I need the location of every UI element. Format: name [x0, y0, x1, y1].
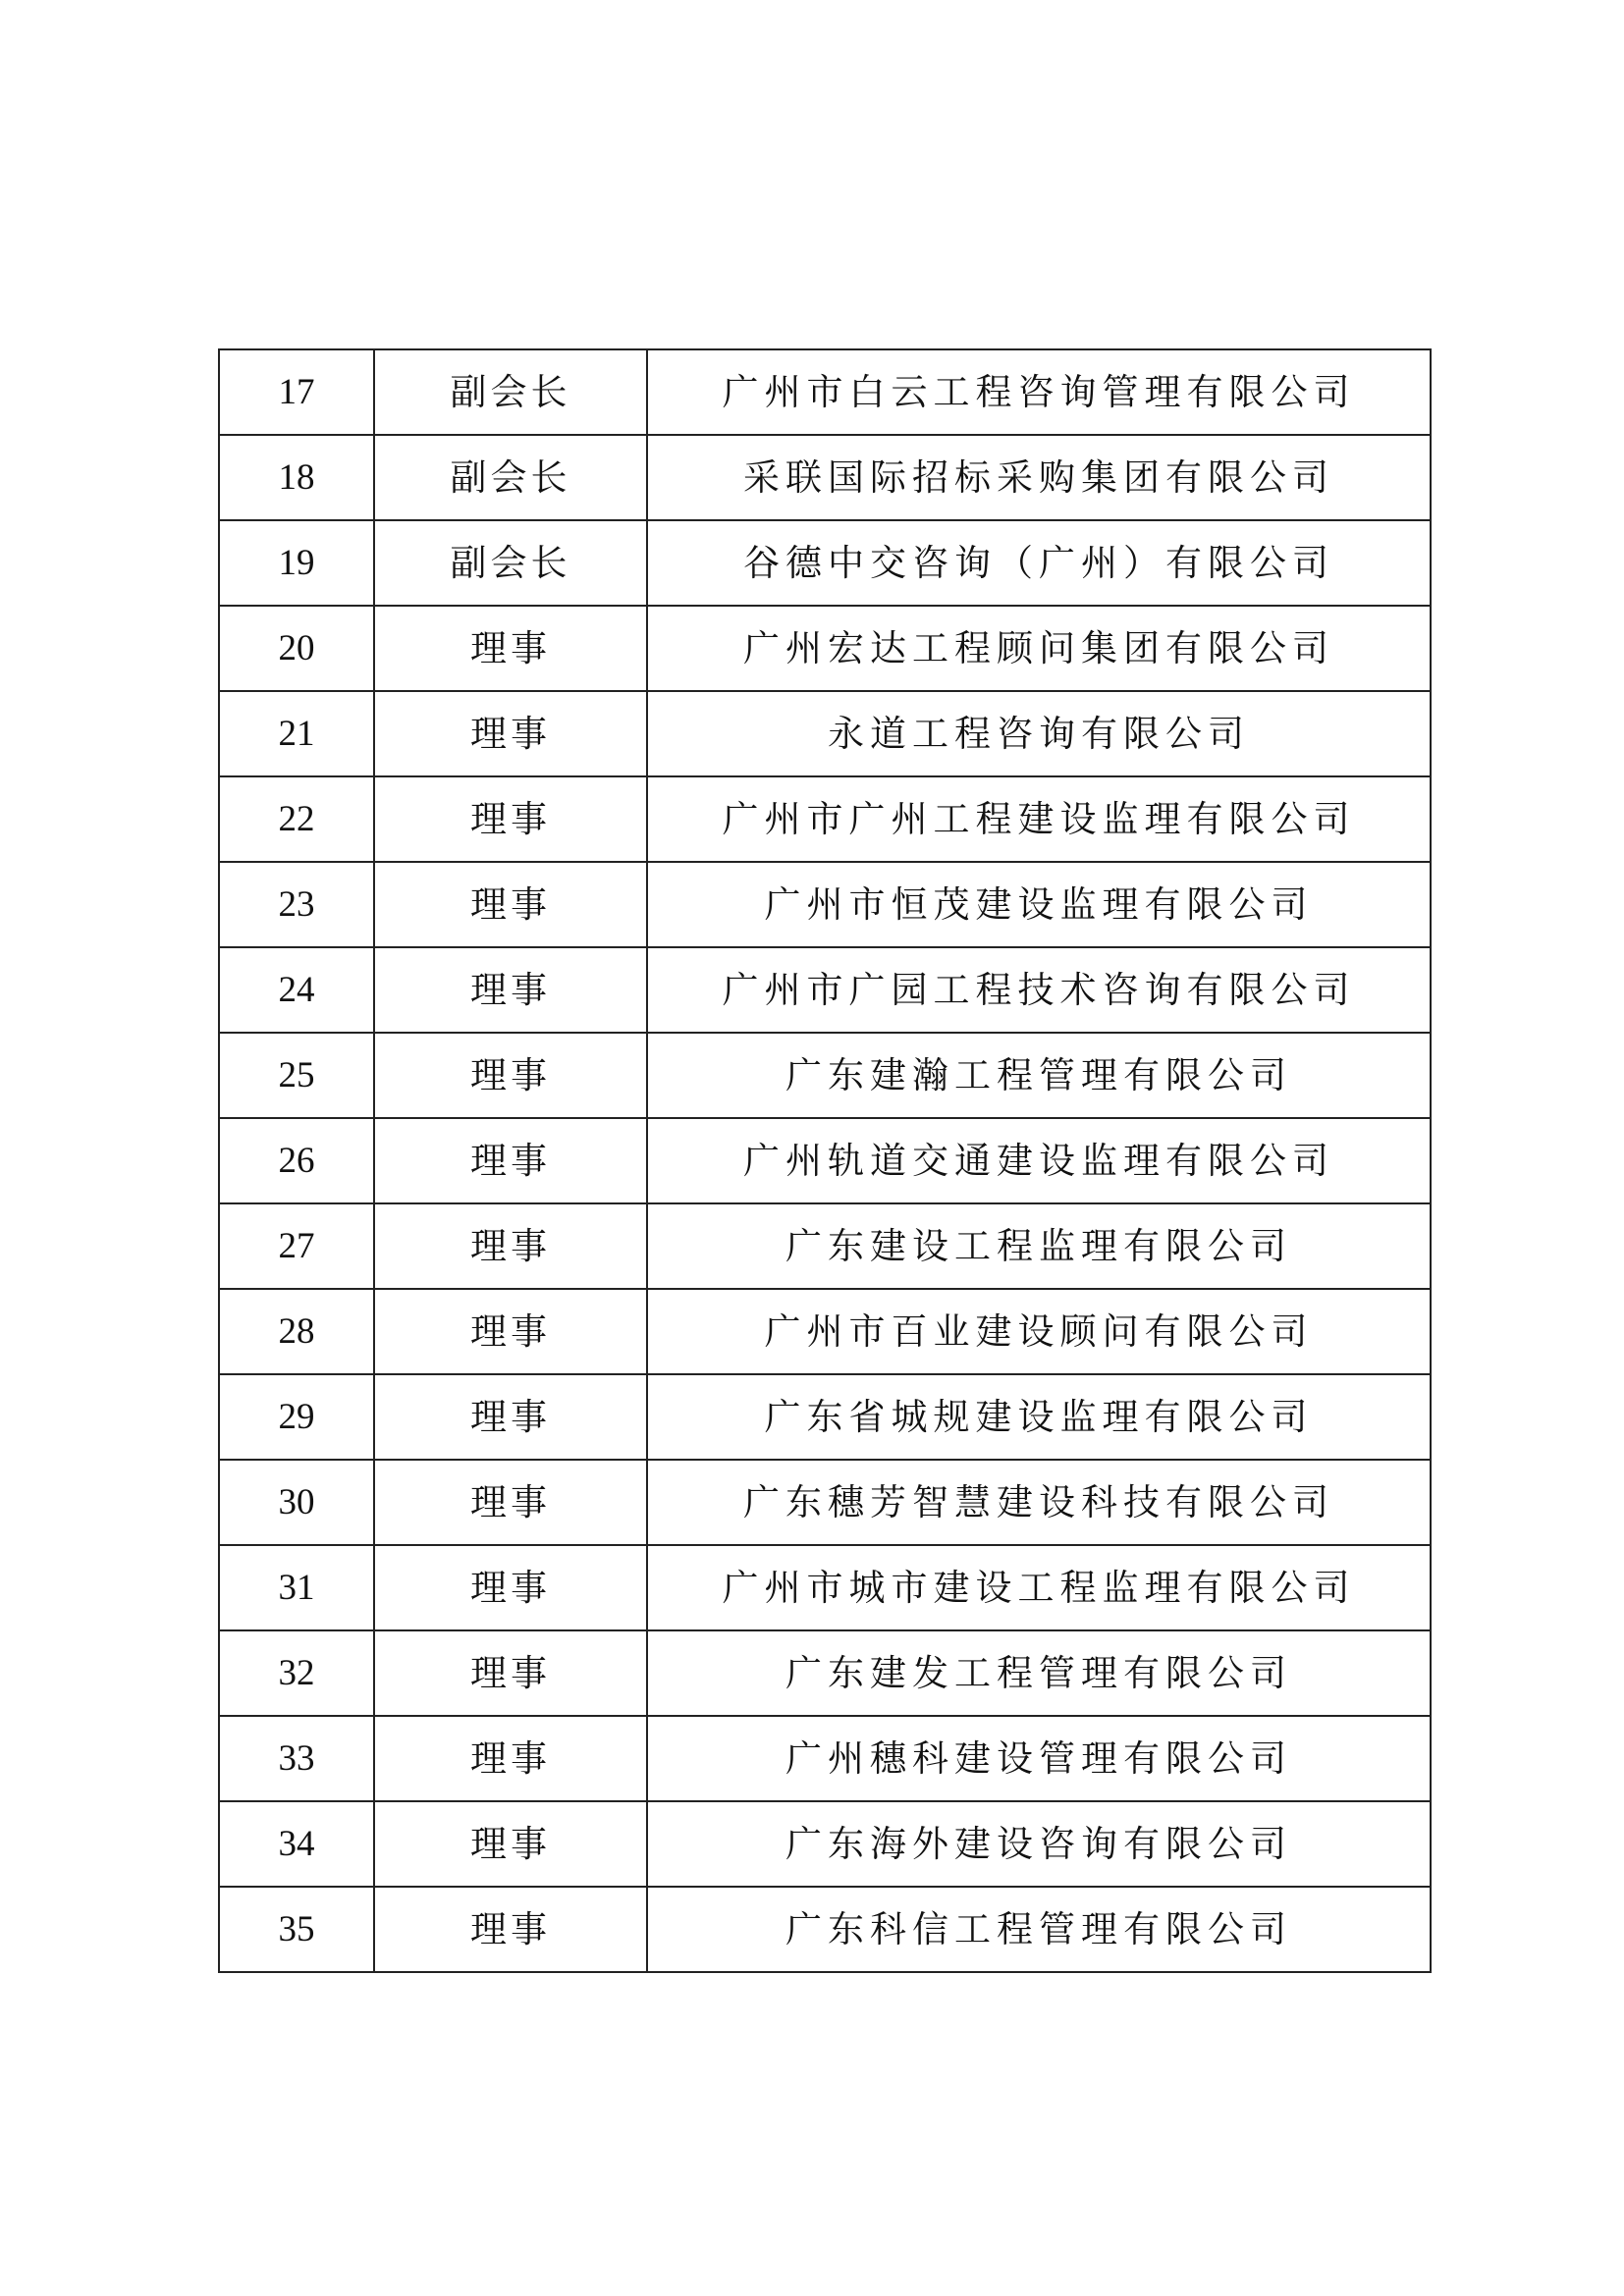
- member-role: 理事: [374, 1289, 647, 1374]
- row-number: 25: [219, 1033, 374, 1118]
- row-number: 27: [219, 1203, 374, 1289]
- member-role: 理事: [374, 1203, 647, 1289]
- row-number: 35: [219, 1887, 374, 1972]
- table-row: [219, 1289, 1431, 1374]
- organization-name: 广州市广园工程技术咨询有限公司: [647, 947, 1431, 1033]
- table-row: [219, 1460, 1431, 1545]
- row-number: 17: [219, 349, 374, 435]
- row-number: 24: [219, 947, 374, 1033]
- member-role: 理事: [374, 1630, 647, 1716]
- member-role: 理事: [374, 691, 647, 776]
- table-row: [219, 606, 1431, 691]
- organization-name: 广东建设工程监理有限公司: [647, 1203, 1431, 1289]
- member-role: 理事: [374, 1801, 647, 1887]
- member-role: 副会长: [374, 520, 647, 606]
- row-number: 32: [219, 1630, 374, 1716]
- table-row: [219, 862, 1431, 947]
- organization-name: 永道工程咨询有限公司: [647, 691, 1431, 776]
- organization-name: 广州宏达工程顾问集团有限公司: [647, 606, 1431, 691]
- row-number: 29: [219, 1374, 374, 1460]
- organization-name: 谷德中交咨询（广州）有限公司: [647, 520, 1431, 606]
- member-role: 理事: [374, 776, 647, 862]
- member-role: 理事: [374, 606, 647, 691]
- organization-name: 广东海外建设咨询有限公司: [647, 1801, 1431, 1887]
- row-number: 20: [219, 606, 374, 691]
- table-row: [219, 349, 1431, 435]
- member-role: 理事: [374, 1545, 647, 1630]
- organization-name: 广州穗科建设管理有限公司: [647, 1716, 1431, 1801]
- member-role: 理事: [374, 1460, 647, 1545]
- row-number: 33: [219, 1716, 374, 1801]
- table-row: [219, 947, 1431, 1033]
- organization-name: 广东建发工程管理有限公司: [647, 1630, 1431, 1716]
- table-row: [219, 435, 1431, 520]
- row-number: 30: [219, 1460, 374, 1545]
- member-role: 理事: [374, 1716, 647, 1801]
- member-role: 副会长: [374, 349, 647, 435]
- member-role: 副会长: [374, 435, 647, 520]
- member-role: 理事: [374, 1118, 647, 1203]
- row-number: 19: [219, 520, 374, 606]
- member-role: 理事: [374, 947, 647, 1033]
- table-row: [219, 520, 1431, 606]
- table-row: [219, 1801, 1431, 1887]
- table-row: [219, 1716, 1431, 1801]
- organization-name: 广东省城规建设监理有限公司: [647, 1374, 1431, 1460]
- organization-name: 广州市百业建设顾问有限公司: [647, 1289, 1431, 1374]
- row-number: 18: [219, 435, 374, 520]
- table-row: [219, 1203, 1431, 1289]
- member-role: 理事: [374, 862, 647, 947]
- row-number: 34: [219, 1801, 374, 1887]
- table-row: [219, 1374, 1431, 1460]
- table-row: [219, 1887, 1431, 1972]
- row-number: 22: [219, 776, 374, 862]
- member-table: [218, 348, 1432, 1973]
- row-number: 28: [219, 1289, 374, 1374]
- organization-name: 广州市广州工程建设监理有限公司: [647, 776, 1431, 862]
- organization-name: 采联国际招标采购集团有限公司: [647, 435, 1431, 520]
- organization-name: 广东建瀚工程管理有限公司: [647, 1033, 1431, 1118]
- member-role: 理事: [374, 1033, 647, 1118]
- row-number: 21: [219, 691, 374, 776]
- member-role: 理事: [374, 1887, 647, 1972]
- organization-name: 广州轨道交通建设监理有限公司: [647, 1118, 1431, 1203]
- table-row: [219, 776, 1431, 862]
- row-number: 26: [219, 1118, 374, 1203]
- table-row: [219, 1033, 1431, 1118]
- organization-name: 广东穗芳智慧建设科技有限公司: [647, 1460, 1431, 1545]
- table-row: [219, 1630, 1431, 1716]
- organization-name: 广州市白云工程咨询管理有限公司: [647, 349, 1431, 435]
- member-role: 理事: [374, 1374, 647, 1460]
- row-number: 31: [219, 1545, 374, 1630]
- table-row: [219, 691, 1431, 776]
- row-number: 23: [219, 862, 374, 947]
- member-table-body: [219, 349, 1431, 1972]
- table-row: [219, 1118, 1431, 1203]
- table-row: [219, 1545, 1431, 1630]
- organization-name: 广州市城市建设工程监理有限公司: [647, 1545, 1431, 1630]
- organization-name: 广州市恒茂建设监理有限公司: [647, 862, 1431, 947]
- organization-name: 广东科信工程管理有限公司: [647, 1887, 1431, 1972]
